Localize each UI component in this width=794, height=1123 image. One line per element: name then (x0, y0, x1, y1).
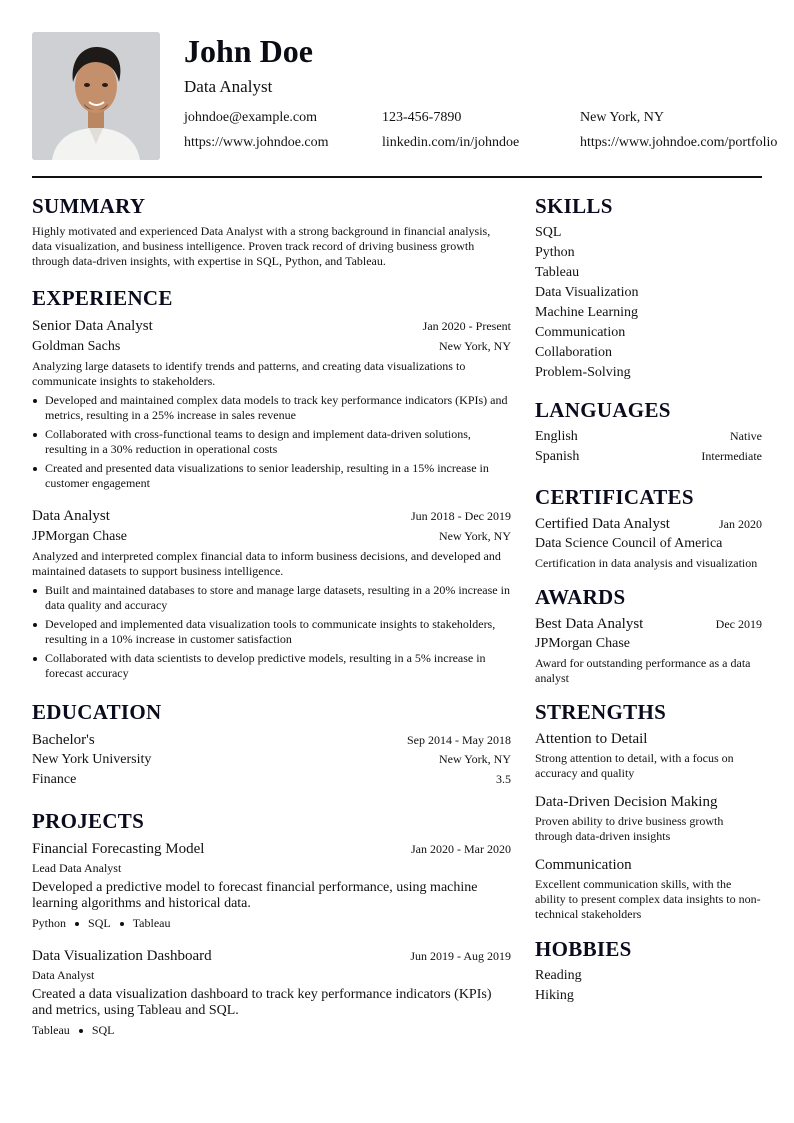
certificates-section (535, 484, 762, 571)
strength-description: Excellent communication skills, with the ability to present complex data insights to non-technical stakeholders (535, 877, 761, 921)
project-name: Financial Forecasting Model (32, 841, 205, 857)
degree: Bachelor's (32, 732, 95, 748)
languages-list (535, 427, 762, 467)
bullet-icon (79, 1029, 83, 1033)
list-item: Machine Learning (535, 305, 639, 320)
achievement-text: Developed and maintained complex data models to track key performance indicators (KPIs) and metrics, resulting in a 25% increase in sales revenue (45, 393, 508, 422)
tag: SQL (91, 1023, 115, 1037)
bullet-icon (33, 589, 37, 593)
project-description: Created a data visualization dashboard to track key performance indicators (KPIs) and metrics, using Tableau and SQL. (32, 987, 492, 1018)
job-dates: Jan 2020 - Present (422, 319, 511, 333)
languages-title: LANGUAGES (535, 398, 671, 422)
list-item: Tableau (535, 265, 580, 280)
job-achievements (32, 393, 511, 491)
header-divider (32, 176, 762, 178)
bullet-icon (33, 399, 37, 403)
linkedin-link[interactable]: linkedin.com/in/johndoe (382, 135, 520, 150)
awards-section (535, 584, 762, 686)
candidate-role: Data Analyst (184, 77, 273, 96)
bullet-icon (33, 623, 37, 627)
strength-name: Attention to Detail (535, 731, 648, 747)
project-role: Data Analyst (32, 968, 95, 982)
education-dates: Sep 2014 - May 2018 (407, 733, 511, 747)
list-item: Communication (535, 325, 626, 340)
resume-header (32, 32, 778, 160)
project-entry (32, 839, 511, 931)
achievement-text: Built and maintained databases to store and manage large datasets, resulting in a 20% increase in data quality and accuracy (45, 583, 510, 612)
awards-title: AWARDS (535, 585, 626, 609)
school-location: New York, NY (438, 752, 511, 766)
strength-entry (535, 729, 762, 781)
list-item: Data Visualization (535, 285, 639, 300)
list-item (32, 651, 511, 681)
tag: SQL (88, 916, 111, 930)
job-position: Data Analyst (32, 508, 110, 524)
list-item: Hiking (535, 988, 574, 1003)
job-position: Senior Data Analyst (32, 318, 153, 334)
gpa: 3.5 (496, 772, 511, 786)
website-link[interactable]: https://www.johndoe.com (184, 135, 329, 150)
hobbies-list (535, 966, 762, 1006)
project-tags (32, 916, 511, 931)
project-dates: Jan 2020 - Mar 2020 (411, 842, 511, 856)
strength-description: Proven ability to drive business growth through data-driven insights (535, 814, 724, 843)
list-item (32, 393, 511, 423)
list-item (535, 427, 762, 447)
skills-section (535, 193, 762, 383)
list-item: Python (535, 245, 575, 260)
profile-photo-icon (32, 32, 160, 160)
languages-section (535, 397, 762, 467)
list-item (32, 583, 511, 613)
experience-title: EXPERIENCE (32, 286, 173, 310)
education-title: EDUCATION (32, 700, 162, 724)
strength-name: Data-Driven Decision Making (535, 794, 718, 810)
award-description: Award for outstanding performance as a data analyst (535, 656, 751, 685)
achievement-text: Created and presented data visualizations to senior leadership, resulting in a 15% increase in customer engagement (45, 461, 489, 490)
strength-description: Strong attention to detail, with a focus on accuracy and quality (535, 751, 734, 780)
summary-text: Highly motivated and experienced Data Analyst with a strong background in financial analysis, data visualization, and business intelligence. Proven track record of driving business growth through data-driven insights, with expertise in SQL, Python, and Tableau. (32, 224, 491, 268)
certificate-description: Certification in data analysis and visualization (535, 556, 758, 570)
certificate-date: Jan 2020 (719, 517, 762, 531)
main-column (32, 193, 511, 1038)
job-company: Goldman Sachs (32, 339, 121, 354)
strengths-title: STRENGTHS (535, 700, 667, 724)
project-role: Lead Data Analyst (32, 861, 122, 875)
certificates-title: CERTIFICATES (535, 485, 694, 509)
skills-list (535, 223, 762, 383)
job-dates: Jun 2018 - Dec 2019 (411, 509, 511, 523)
experience-entry (32, 316, 511, 491)
school-name: New York University (32, 752, 152, 767)
project-dates: Jun 2019 - Aug 2019 (410, 949, 511, 963)
bullet-icon (75, 922, 79, 926)
hobbies-section (535, 936, 762, 1006)
experience-section (32, 285, 511, 681)
bullet-icon (33, 433, 37, 437)
language-level: Native (730, 429, 762, 443)
bullet-icon (120, 922, 124, 926)
project-entry (32, 946, 511, 1038)
education-section (32, 699, 511, 790)
list-item: Reading (535, 968, 582, 983)
project-description: Developed a predictive model to forecast financial performance, using machine learning algorithms and historical data. (32, 880, 478, 911)
list-item (32, 427, 511, 457)
summary-section (32, 193, 511, 269)
hobbies-title: HOBBIES (535, 937, 632, 961)
project-name: Data Visualization Dashboard (32, 948, 212, 964)
strength-entry (535, 792, 762, 844)
education-entry (32, 730, 511, 790)
tag: Python (32, 916, 67, 930)
field-of-study: Finance (32, 772, 77, 787)
job-description: Analyzing large datasets to identify trends and patterns, and creating data visualizations to communicate insights to stakeholders. (32, 359, 466, 388)
job-location: New York, NY (438, 339, 511, 353)
tag: Tableau (32, 1023, 70, 1037)
tag: Tableau (132, 916, 171, 930)
language-name: English (535, 429, 578, 444)
certificate-issuer: Data Science Council of America (535, 536, 723, 551)
project-tags (32, 1023, 511, 1038)
strengths-section (535, 699, 762, 922)
list-item: Problem-Solving (535, 365, 631, 380)
strength-name: Communication (535, 857, 632, 873)
language-name: Spanish (535, 449, 580, 464)
award-date: Dec 2019 (715, 617, 762, 631)
job-description: Analyzed and interpreted complex financial data to inform business decisions, and developed and maintained datasets to support business intelligence. (32, 549, 501, 578)
list-item: SQL (535, 225, 562, 240)
job-location: New York, NY (438, 529, 511, 543)
location: New York, NY (580, 110, 665, 125)
projects-section (32, 808, 511, 1038)
strength-entry (535, 855, 762, 922)
achievement-text: Developed and implemented data visualization tools to communicate insights to stakeholders, resulting in a 10% increase in customer satisfaction (45, 617, 496, 646)
language-level: Intermediate (701, 449, 762, 463)
projects-title: PROJECTS (32, 809, 145, 833)
award-name: Best Data Analyst (535, 616, 644, 632)
job-achievements (32, 583, 511, 681)
portfolio-link[interactable]: https://www.johndoe.com/portfolio (580, 135, 778, 150)
list-item (32, 461, 511, 491)
candidate-name: John Doe (184, 33, 313, 69)
certificate-name: Certified Data Analyst (535, 516, 670, 532)
list-item: Collaboration (535, 345, 612, 360)
job-company: JPMorgan Chase (32, 529, 128, 544)
list-item (32, 617, 511, 647)
email-link[interactable]: johndoe@example.com (184, 110, 318, 125)
list-item (535, 447, 762, 467)
sidebar-column (535, 193, 762, 1006)
achievement-text: Collaborated with data scientists to develop predictive models, resulting in a 5% increase in forecast accuracy (45, 651, 486, 680)
achievement-text: Collaborated with cross-functional teams to design and implement data-driven solutions, resulting in a 30% reduction in operational costs (45, 427, 471, 456)
phone-number[interactable]: 123-456-7890 (382, 110, 462, 125)
experience-entry (32, 506, 511, 681)
bullet-icon (33, 467, 37, 471)
award-issuer: JPMorgan Chase (535, 636, 631, 651)
skills-title: SKILLS (535, 194, 613, 218)
bullet-icon (33, 657, 37, 661)
profile-photo (32, 32, 160, 160)
summary-title: SUMMARY (32, 194, 146, 218)
